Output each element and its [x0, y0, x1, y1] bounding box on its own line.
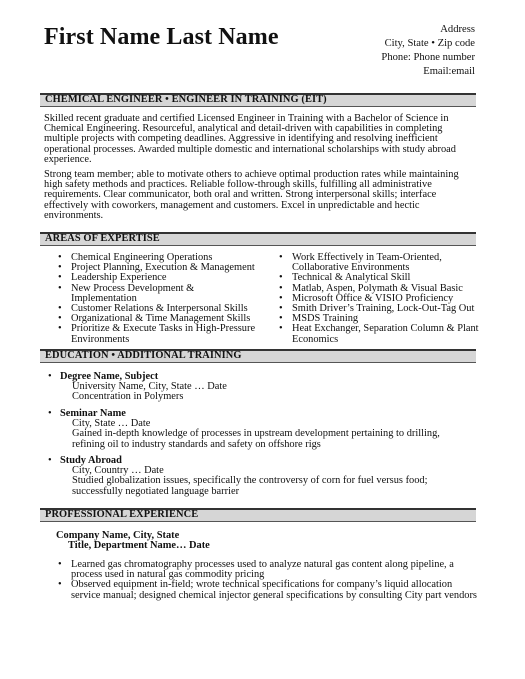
education-line: successfully negotiated language barrier: [72, 485, 240, 497]
expertise-line: Heat Exchanger, Separation Column & Plant: [292, 323, 479, 335]
contact-block: [381, 23, 475, 79]
bullet: •: [58, 252, 62, 263]
section-bar-expertise: [40, 232, 476, 246]
education-title: Study Abroad: [60, 455, 122, 466]
education-entry-degree: [48, 371, 227, 403]
bullet: •: [58, 282, 62, 294]
education-line: University Name, City, State … Date: [72, 381, 227, 393]
bullet: •: [58, 262, 62, 274]
contact-city-state-zip: City, State • Zip code: [384, 38, 475, 49]
bullet-line: Learned gas chromatography processes used to analyze natural gas content along pipeline, a: [71, 559, 454, 570]
section-title-summary: CHEMICAL ENGINEER • ENGINEER IN TRAINING (EIT): [45, 94, 327, 105]
section-title-experience: PROFESSIONAL EXPERIENCE: [45, 509, 199, 520]
bullet-line: Observed equipment in-field; wrote technical specifications for company’s liquid allocation: [71, 579, 453, 591]
experience-bullets: [58, 560, 483, 601]
bullet: •: [279, 292, 283, 304]
summary-line: Skilled recent graduate and certified Licensed Engineer in Training with a Bachelor of Science in: [44, 113, 449, 124]
bullet: •: [279, 303, 283, 315]
expertise-line: Work Effectively in Team-Oriented,: [292, 252, 442, 263]
summary-line: multiple projects with competing deadlines. Aggressive in identifying and resolving inefficient: [44, 133, 438, 145]
list-item: [58, 324, 278, 344]
education-entry-seminar: [48, 408, 440, 450]
summary-line: operational processes. Awarded multiple domestic and international scholarships with study abroad: [44, 143, 456, 155]
expertise-line: Prioritize & Execute Tasks in High-Pressure: [71, 323, 256, 335]
bullet: •: [58, 559, 62, 570]
summary-line: Chemical Engineering. Resourceful, analytical and detail-driven with capabilities in completing: [44, 123, 443, 135]
section-title-expertise: AREAS OF EXPERTISE: [45, 233, 160, 244]
expertise-line: Economics: [292, 333, 339, 345]
contact-phone: Phone: Phone number: [381, 52, 475, 63]
bullet: •: [279, 282, 283, 294]
summary-line: Strong team member; able to motivate others to achieve optimal production rates while maintaining: [44, 169, 459, 180]
expertise-line: Technical & Analytical Skill: [292, 272, 411, 284]
expertise-line: Environments: [71, 333, 130, 345]
bullet: •: [279, 313, 283, 325]
education-line: Concentration in Polymers: [72, 391, 184, 403]
bullet: •: [58, 323, 62, 335]
expertise-line: Smith Driver’s Training, Lock-Out-Tag Out: [292, 303, 475, 315]
expertise-line: Organizational & Time Management Skills: [71, 313, 251, 325]
education-title: Seminar Name: [60, 408, 126, 419]
education-line: Gained in-depth knowledge of processes in upstream development pertaining to drilling,: [72, 428, 440, 440]
bullet: •: [48, 371, 52, 382]
applicant-name: First Name Last Name: [44, 24, 279, 50]
bullet: •: [48, 455, 52, 466]
education-line: refining oil to industry standards and safety on offshore rigs: [72, 438, 321, 450]
section-bar-education: [40, 349, 476, 363]
bullet: •: [279, 323, 283, 335]
bullet: •: [58, 579, 62, 591]
expertise-line: MSDS Training: [292, 313, 359, 325]
company-name: Company Name, City, State: [56, 530, 180, 541]
bullet: •: [58, 303, 62, 315]
summary-line: experience.: [44, 153, 92, 165]
bullet: •: [48, 408, 52, 419]
list-item: [279, 253, 479, 273]
bullet: •: [58, 313, 62, 325]
education-line: Studied globalization issues, specifically the controversy of corn for fuel versus food;: [72, 475, 428, 487]
bullet: •: [279, 272, 283, 284]
section-bar-summary: [40, 93, 476, 107]
expertise-list-right: [279, 253, 479, 345]
summary-line: environments.: [44, 209, 104, 221]
list-item: [58, 580, 483, 600]
bullet-line: service manual; designed chemical injector general specifications by consulting City part vendors: [71, 589, 477, 601]
summary-line: high safety methods and practices. Reliable follow-through skills, fulfilling all administrative: [44, 179, 432, 191]
expertise-line: Microsoft Office & VISIO Proficiency: [292, 292, 454, 304]
contact-address: Address: [440, 24, 475, 35]
expertise-line: Customer Relations & Interpersonal Skills: [71, 303, 248, 315]
summary-paragraph-2: [44, 170, 474, 221]
education-line: City, Country … Date: [72, 465, 164, 477]
education-entry-study-abroad: [48, 455, 428, 497]
expertise-line: Chemical Engineering Operations: [71, 252, 213, 263]
expertise-line: New Process Development &: [71, 282, 195, 294]
list-item: [58, 560, 483, 580]
expertise-line: Matlab, Aspen, Polymath & Visual Basic: [292, 282, 463, 294]
expertise-line: Project Planning, Execution & Management: [71, 262, 255, 274]
summary-line: requirements. Clear communicator, both oral and written. Strong interpersonal skills; interface: [44, 189, 437, 201]
expertise-list-left: [58, 253, 278, 345]
bullet: •: [279, 252, 283, 263]
summary-paragraph-1: [44, 114, 474, 165]
expertise-line: Implementation: [71, 292, 137, 304]
expertise-line: Leadership Experience: [71, 272, 167, 284]
summary-line: effectively with coworkers, management and customers. Excel in unpredictable and hectic: [44, 199, 420, 211]
bullet-line: process used in natural gas commodity pricing: [71, 569, 265, 581]
job-header: [56, 531, 210, 551]
job-title: Title, Department Name… Date: [68, 540, 210, 552]
education-title: Degree Name, Subject: [60, 371, 159, 382]
section-bar-experience: [40, 508, 476, 522]
expertise-line: Collaborative Environments: [292, 262, 410, 274]
bullet: •: [58, 272, 62, 284]
list-item: [279, 324, 479, 344]
section-title-education: EDUCATION • ADDITIONAL TRAINING: [45, 350, 242, 361]
education-line: City, State … Date: [72, 418, 151, 430]
contact-email: Email:email: [423, 66, 475, 77]
list-item: [58, 284, 278, 304]
